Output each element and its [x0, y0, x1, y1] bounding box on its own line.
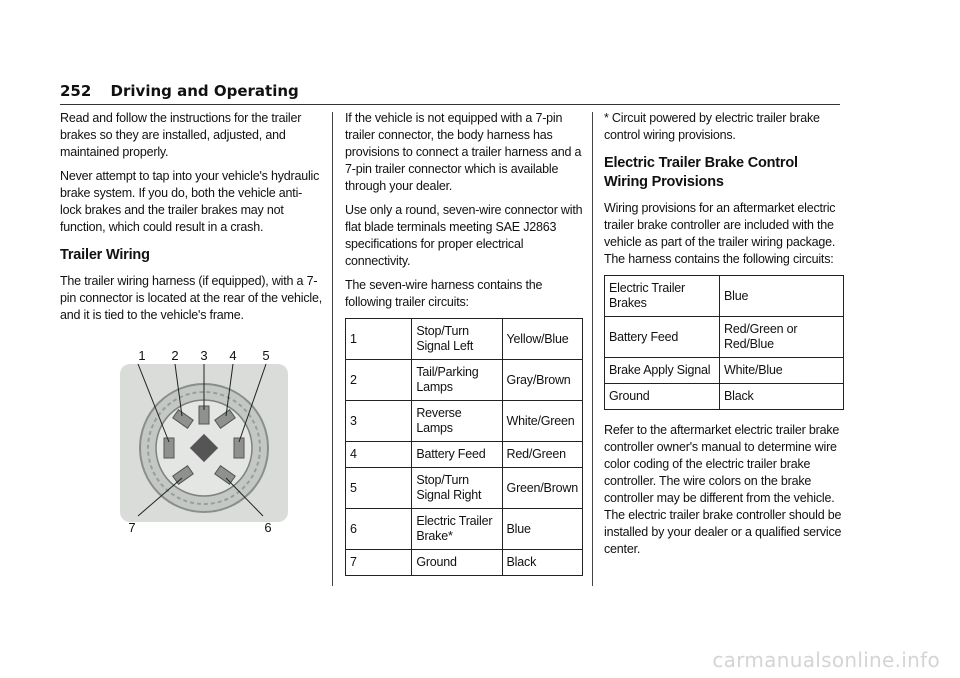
- circuit-function: Electric Trailer Brakes: [605, 276, 720, 317]
- circuit-number: 1: [346, 319, 412, 360]
- circuit-number: 2: [346, 360, 412, 401]
- circuit-color: Blue: [502, 509, 582, 550]
- column-2: [345, 110, 583, 588]
- paragraph-no-connector: If the vehicle is not equipped with a 7-pin trailer connector, the body harness has provisions to connect a trailer harness and a 7-pin trailer connector which is available through your dealer.: [345, 111, 582, 193]
- circuit-color: White/Green: [502, 401, 582, 442]
- callout-label-5: 5: [262, 348, 270, 363]
- table-row: [346, 319, 583, 360]
- callout-label-4: 4: [229, 348, 237, 363]
- circuit-function: Tail/Parking Lamps: [412, 360, 502, 401]
- circuit-function: Battery Feed: [412, 442, 502, 468]
- heading-brake-control-wiring: Electric Trailer Brake Control Wiring Provisions: [604, 155, 798, 190]
- table-row: [346, 360, 583, 401]
- column-divider-left: [332, 112, 333, 586]
- circuit-color: Blue: [720, 276, 844, 317]
- section-title: Driving and Operating: [110, 82, 299, 100]
- table-row: [605, 317, 844, 358]
- circuit-number: 4: [346, 442, 412, 468]
- paragraph-brake-instructions: Read and follow the instructions for the trailer brakes so they are installed, adjusted, and maintained properly.: [60, 111, 302, 159]
- circuit-function: Stop/Turn Signal Left: [412, 319, 502, 360]
- page-number: 252: [60, 82, 92, 100]
- circuit-color: Yellow/Blue: [502, 319, 582, 360]
- watermark: carmanualsonline.info: [712, 648, 940, 672]
- paragraph-hydraulic-warning: Never attempt to tap into your vehicle's hydraulic brake system. If you do, both the vehicle anti-lock brakes and the trailer brakes may not function, which could result in a crash.: [60, 169, 320, 234]
- table-row: [605, 384, 844, 410]
- callout-label-1: 1: [138, 348, 146, 363]
- circuit-color: White/Blue: [720, 358, 844, 384]
- callout-label-7: 7: [128, 520, 136, 535]
- seven-pin-connector-diagram: [108, 346, 304, 542]
- circuit-number: 3: [346, 401, 412, 442]
- paragraph-controller-manual: Refer to the aftermarket electric trailer brake controller owner's manual to determine wire color coding of the electric trailer brake controller. The wire colors on the brake controller may be different from the vehicle. The electric trailer brake controller should be installed by your dealer or a qualified service center.: [604, 423, 842, 556]
- circuit-function: Electric Trailer Brake*: [412, 509, 502, 550]
- page-header: [60, 82, 299, 100]
- circuit-function: Ground: [605, 384, 720, 410]
- table-row: [346, 401, 583, 442]
- circuit-number: 6: [346, 509, 412, 550]
- paragraph-harness-location: The trailer wiring harness (if equipped), with a 7-pin connector is located at the rear of the vehicle, and it is tied to the vehicle's frame.: [60, 274, 322, 322]
- heading-trailer-wiring: Trailer Wiring: [60, 247, 150, 263]
- trailer-circuits-table: [345, 318, 583, 576]
- callout-label-2: 2: [171, 348, 179, 363]
- paragraph-connector-spec: Use only a round, seven-wire connector with flat blade terminals meeting SAE J2863 specifications for proper electrical connectivity.: [345, 203, 583, 268]
- column-3: [604, 110, 844, 565]
- table-row: [346, 509, 583, 550]
- column-1: [60, 110, 322, 331]
- circuit-function: Ground: [412, 550, 502, 576]
- circuit-number: 5: [346, 468, 412, 509]
- circuit-color: Black: [720, 384, 844, 410]
- circuit-color: Gray/Brown: [502, 360, 582, 401]
- table-row: [605, 358, 844, 384]
- circuit-function: Battery Feed: [605, 317, 720, 358]
- circuit-function: Reverse Lamps: [412, 401, 502, 442]
- circuit-color: Black: [502, 550, 582, 576]
- paragraph-circuits-intro: The seven-wire harness contains the following trailer circuits:: [345, 278, 543, 309]
- table-row: [346, 550, 583, 576]
- callout-label-3: 3: [200, 348, 208, 363]
- brake-controller-circuits-table: [604, 275, 844, 410]
- circuit-number: 7: [346, 550, 412, 576]
- circuit-footnote: * Circuit powered by electric trailer brake control wiring provisions.: [604, 111, 820, 142]
- table-row: [346, 442, 583, 468]
- circuit-function: Stop/Turn Signal Right: [412, 468, 502, 509]
- table-row: [605, 276, 844, 317]
- callout-label-6: 6: [264, 520, 272, 535]
- paragraph-wiring-provisions: Wiring provisions for an aftermarket electric trailer brake controller are included with the vehicle as part of the trailer wiring package. The harness contains the following circuits:: [604, 201, 836, 266]
- circuit-function: Brake Apply Signal: [605, 358, 720, 384]
- circuit-color: Red/Green or Red/Blue: [720, 317, 844, 358]
- circuit-color: Red/Green: [502, 442, 582, 468]
- circuit-color: Green/Brown: [502, 468, 582, 509]
- table-row: [346, 468, 583, 509]
- column-divider-right: [592, 112, 593, 586]
- header-rule: [60, 104, 840, 105]
